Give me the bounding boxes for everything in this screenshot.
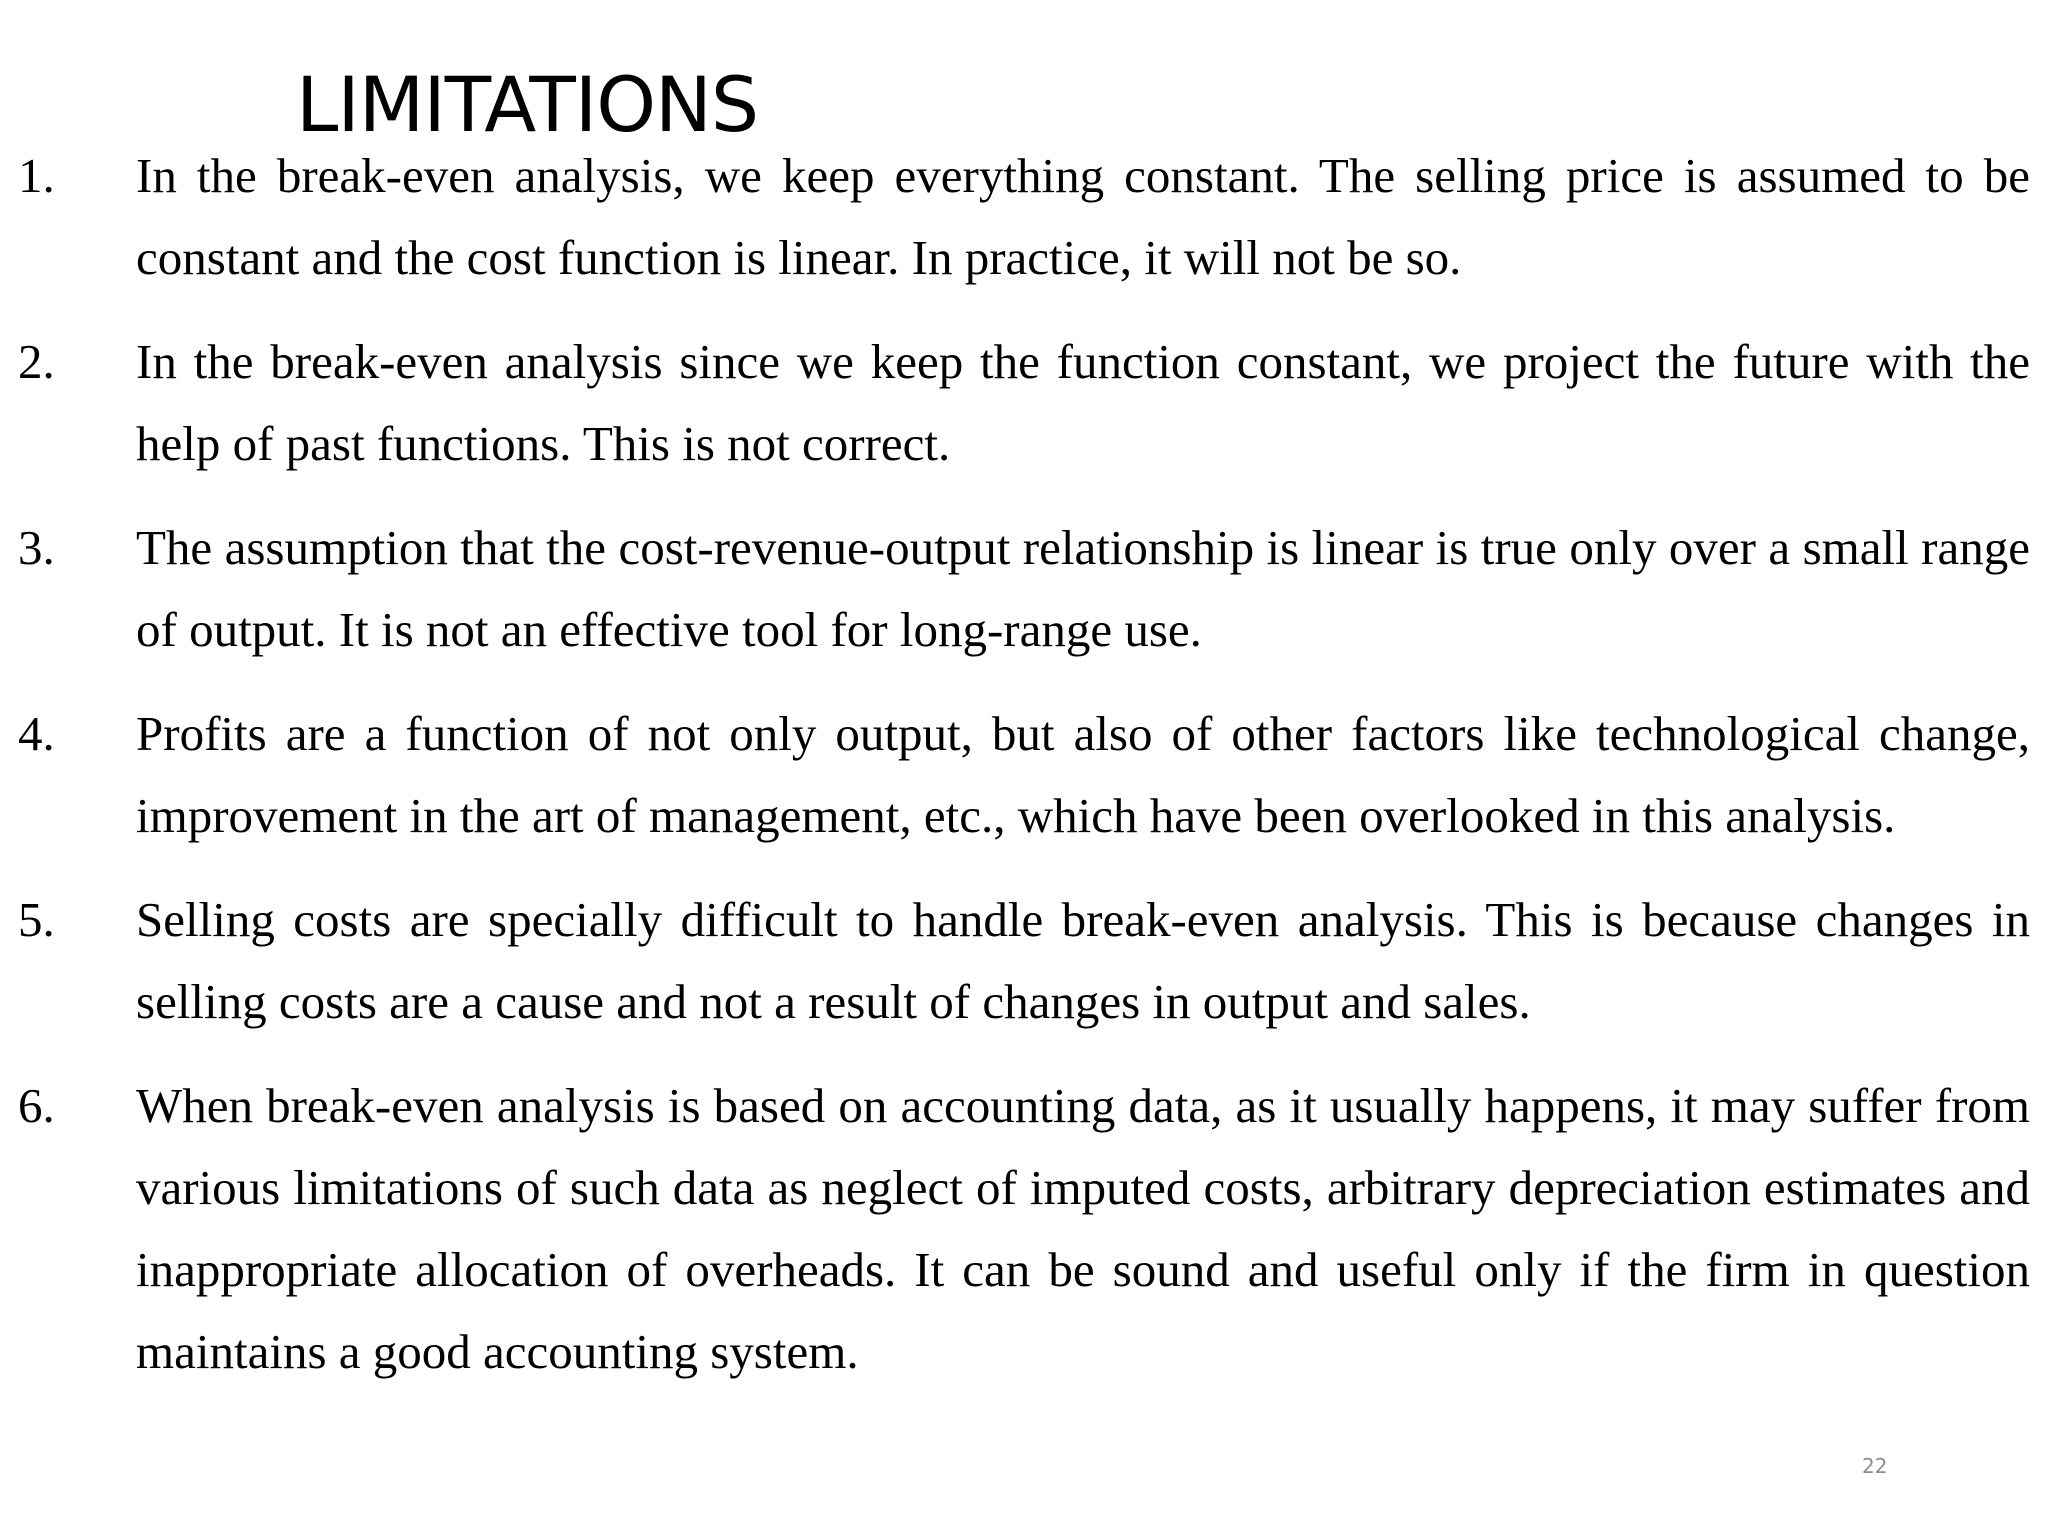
list-item (18, 879, 2030, 1043)
item-number: 4. (18, 706, 55, 761)
item-text: Selling costs are specially difficult to handle break-even analysis. This is because changes in selling costs are a cause and not a result of changes in output and sales. (136, 892, 2030, 1029)
list-item (18, 321, 2030, 485)
item-number: 2. (18, 334, 55, 389)
page-number: 22 (1862, 1454, 1888, 1478)
slide-title: LIMITATIONS (296, 60, 759, 149)
list-item (18, 693, 2030, 857)
item-text: Profits are a function of not only output, but also of other factors like technological change, improvement in the art of management, etc., which have been overlooked in this analysis. (136, 706, 2030, 843)
list-item (18, 507, 2030, 671)
item-text: When break-even analysis is based on accounting data, as it usually happens, it may suffer from various limitations of such data as neglect of imputed costs, arbitrary depreciation estimates and inappropriate allocation of overheads. It can be sound and useful only if the firm in question maintains a good accounting system. (136, 1078, 2030, 1379)
item-number: 1. (18, 148, 55, 203)
item-number: 5. (18, 892, 55, 947)
list-item (18, 135, 2030, 299)
item-number: 3. (18, 520, 55, 575)
item-text: In the break-even analysis since we keep the function constant, we project the future with the help of past functions. This is not correct. (136, 334, 2030, 471)
limitations-list (18, 135, 2030, 1415)
item-text: The assumption that the cost-revenue-output relationship is linear is true only over a small range of output. It is not an effective tool for long-range use. (136, 520, 2030, 657)
list-item (18, 1065, 2030, 1393)
item-number: 6. (18, 1078, 55, 1133)
item-text: In the break-even analysis, we keep everything constant. The selling price is assumed to be constant and the cost function is linear. In practice, it will not be so. (136, 148, 2030, 285)
